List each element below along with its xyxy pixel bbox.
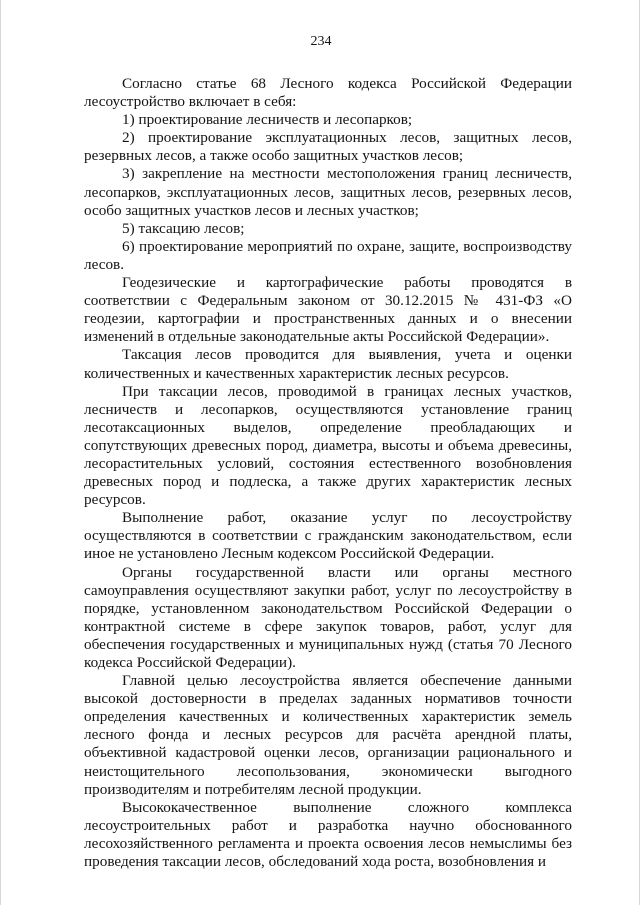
- page-number: 234: [310, 34, 332, 49]
- paragraph-11: Органы государственной власти или органы местного самоуправления осуществляют закупки работ, услуг по лесоустройству в порядке, установленном законодательством Российской Федерации о контрактной системе в сфере закупок товаров, работ, услуг для обеспечения государственных и муниципальных нужд (статья 70 Лесного кодекса Российской Федерации).: [84, 563, 572, 671]
- paragraph-13: Высококачественное выполнение сложного комплекса лесоустроительных работ и разработка научно обоснованного лесохозяйственного регламента и проекта освоения лесов немыслимы без проведения таксации лесов, обследований хода роста, возобновления и: [84, 798, 572, 871]
- paragraph-12: Главной целью лесоустройства является обеспечение данными высокой достоверности в пределах заданных нормативов точности определения качественных и количественных характеристик земель лесного фонда и лесных ресурсов для расчёта арендной платы, объективной кадастровой оценки лесов, организации рационального и неистощительного лесопользования, экономически выгодного производителям и потребителям лесной продукции.: [84, 672, 572, 798]
- body-text: [84, 75, 572, 871]
- paragraph-8: Таксация лесов проводится для выявления, учета и оценки количественных и качественных характеристик лесных ресурсов.: [84, 346, 572, 382]
- paragraph-6: 6) проектирование мероприятий по охране, защите, воспроизводству лесов.: [84, 237, 572, 273]
- paragraph-2: 1) проектирование лесничеств и лесопарков;: [122, 111, 413, 129]
- paragraph-9: При таксации лесов, проводимой в границах лесных участков, лесничеств и лесопарков, осуществляются установление границ лесотаксационных выделов, определение преобладающих и сопутствующих древесных пород, диаметра, высоты и объема древесины, лесорастительных условий, состояния естественного возобновления древесных пород и подлеска, а также других характеристик лесных ресурсов.: [84, 382, 572, 509]
- paragraph-7: Геодезические и картографические работы проводятся в соответствии с Федеральным законом от 30.12.2015 № 431-ФЗ «О геодезии, картографии и пространственных данных и о внесении изменений в отдельные законодательные акты Российской Федерации».: [84, 274, 572, 346]
- paragraph-5: 5) таксацию лесов;: [122, 219, 245, 237]
- paragraph-4: 3) закрепление на местности местоположения границ лесничеств, лесопарков, эксплуатационных лесов, защитных лесов, резервных лесов, особо защитных участков лесов и лесных участков;: [84, 165, 572, 219]
- paragraph-1: Согласно статье 68 Лесного кодекса Российской Федерации лесоустройство включает в себя:: [84, 75, 572, 111]
- paragraph-10: Выполнение работ, оказание услуг по лесоустройству осуществляются в соответствии с гражданским законодательством, если иное не установлено Лесным кодексом Российской Федерации.: [84, 509, 572, 563]
- paragraph-3: 2) проектирование эксплуатационных лесов, защитных лесов, резервных лесов, а также особо защитных участков лесов;: [84, 129, 572, 165]
